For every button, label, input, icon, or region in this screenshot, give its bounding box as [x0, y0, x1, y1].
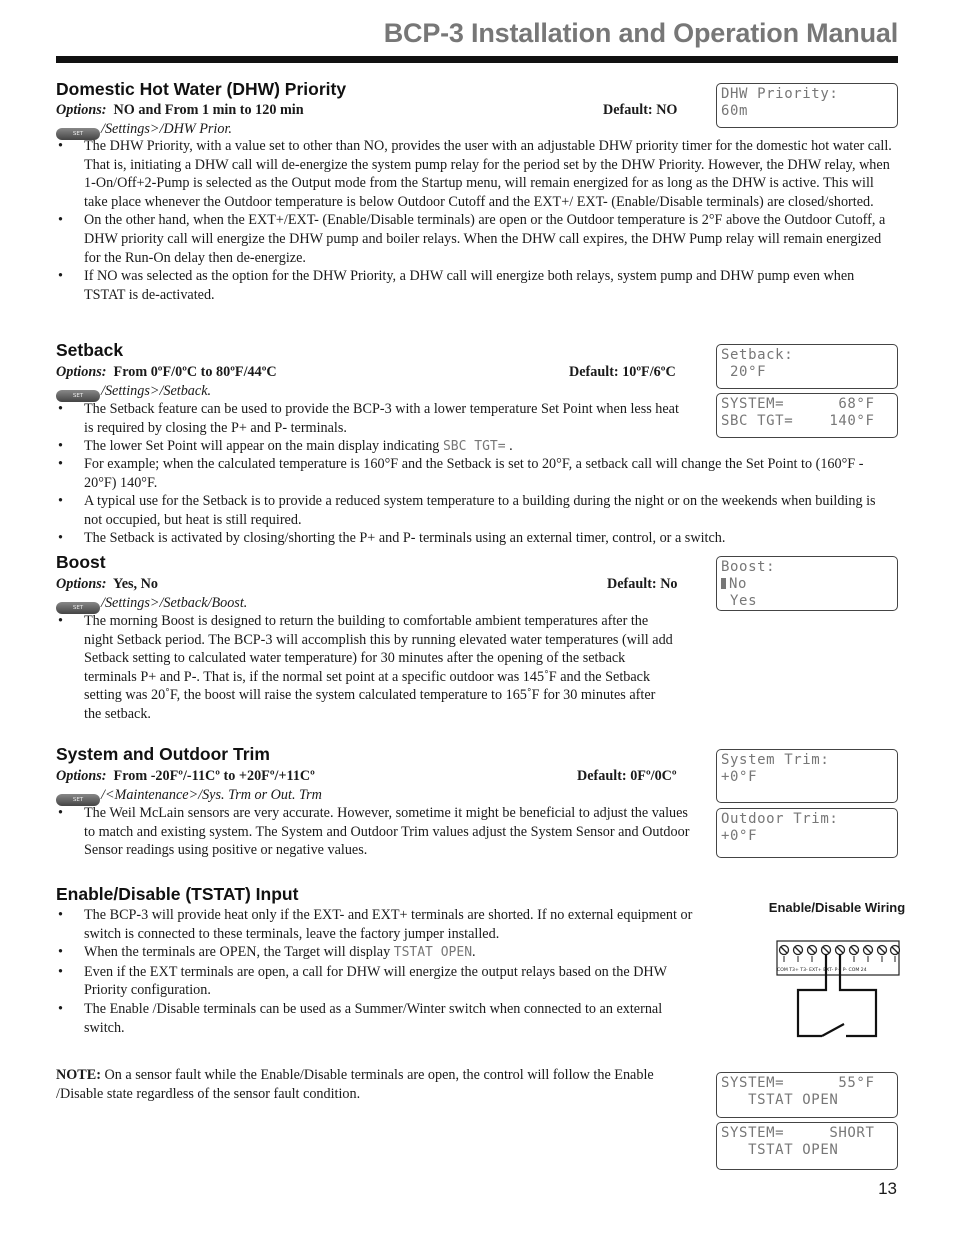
lcd-line: SYSTEM= 68°F: [721, 396, 875, 412]
lcd-line: SYSTEM= SHORT: [721, 1125, 875, 1141]
options-label: Options:: [56, 768, 107, 784]
dhw-heading: Domestic Hot Water (DHW) Priority: [56, 79, 347, 99]
document-title: BCP-3 Installation and Operation Manual: [383, 18, 898, 48]
note-label: NOTE:: [56, 1067, 101, 1083]
list-item: • Even if the EXT terminals are open, a call for DHW will energize the output relays based on the DHW Priority configuration.: [56, 963, 696, 1000]
menu-path-text: /Settings>/DHW Prior.: [101, 121, 232, 137]
boost-heading: Boost: [56, 552, 106, 572]
dhw-options: [56, 101, 304, 120]
inline-display-code: SBC TGT=: [442, 439, 506, 455]
list-item: • The BCP-3 will provide heat only if the EXT- and EXT+ terminals are shorted. If no external equipment or switch is connected to these terminals, leave the factory jumper installed.: [56, 906, 696, 943]
lcd-line: 20°F: [721, 364, 767, 380]
set-key-icon: SET: [56, 602, 100, 614]
boost-menu-path: [56, 594, 247, 614]
setback-default: Default: 10ºF/6ºC: [569, 364, 676, 380]
trim-menu-path: [56, 786, 322, 806]
list-item: • The DHW Priority, with a value set to other than NO, provides the user with an adjustable DHW priority timer for the domestic hot water call. That is, initiating a DHW call will de-energize the system pump relay for the period set by the DHW Priority. However, the DHW relay, when 1-On/Off+2-Pump is selected as the Output mode from the Startup menu, will remain energized for as long as the DHW is active. This will take place whenever the Outdoor temperature is below Outdoor Cutoff and the EXT+/ EXT- (Enable/Disable terminals) are closed/shorted.: [56, 137, 896, 211]
menu-path-text: /<Maintenance>/Sys. Trm or Out. Trm: [101, 787, 322, 803]
lcd-line: DHW Priority:: [721, 86, 839, 102]
tstat-bullet-list: [56, 906, 696, 1037]
tstat-heading: Enable/Disable (TSTAT) Input: [56, 884, 299, 904]
terminal-labels: COM T3+ T3- EXT+ EXT- P+ P- COM 24: [777, 968, 867, 973]
lcd-system-trim: [716, 749, 898, 803]
note-text: On a sensor fault while the Enable/Disable terminals are open, the control will follow the Enable /Disable state regardless of the sensor fault condition.: [56, 1067, 654, 1102]
options-value: NO and From 1 min to 120 min: [113, 102, 304, 118]
lcd-line: Boost:: [721, 559, 776, 575]
lcd-line: 60m: [721, 103, 749, 119]
menu-path-text: /Settings>/Setback/Boost.: [101, 595, 248, 611]
trim-default: Default: 0Fº/0Cº: [577, 768, 677, 784]
lcd-line: Outdoor Trim:: [721, 811, 839, 827]
lcd-line: System Trim:: [721, 752, 830, 768]
setback-bullet-list-b: [56, 455, 896, 548]
setback-options: [56, 363, 277, 382]
options-label: Options:: [56, 364, 107, 380]
selection-cursor-icon: [721, 578, 726, 589]
lcd-tstat-open: [716, 1072, 898, 1118]
list-item: • For example; when the calculated temperature is 160°F and the Setback is set to 20°F, a setback call will change the Set Point to (160°F - 20°F) 140°F.: [56, 455, 896, 492]
dhw-bullet-list: [56, 137, 896, 304]
lcd-line: SBC TGT= 140°F: [721, 413, 875, 429]
lcd-line: +0°F: [721, 828, 758, 844]
lcd-line: Setback:: [721, 347, 794, 363]
lcd-line: Yes: [721, 593, 758, 609]
options-label: Options:: [56, 576, 107, 592]
setback-menu-path: [56, 382, 211, 402]
setback-bullet-list-a: [56, 400, 686, 457]
list-item-text: When the terminals are OPEN, the Target will display: [84, 944, 391, 961]
list-item: • When the terminals are OPEN, the Target will display TSTAT OPEN.: [56, 943, 696, 963]
list-item: • The morning Boost is designed to return the building to comfortable ambient temperatures after the night Setback period. The BCP-3 will accomplish this by running elevated water temperatures (will add Setback setting to calculated water temperature) for 30 minutes after the opening of the setback terminals P+ and P-. That is, if the normal set point at a specific outdoor was 145˚F and the Setback setting was 20˚F, the boost will raise the system calculated temperature to 165˚F for 30 minutes after the setback.: [56, 612, 676, 724]
sensor-fault-note: [56, 1066, 696, 1103]
lcd-dhw-priority: [716, 83, 898, 128]
lcd-boost: [716, 556, 898, 611]
wiring-title: Enable/Disable Wiring: [768, 900, 906, 915]
lcd-line: TSTAT OPEN: [721, 1092, 839, 1108]
set-key-icon: SET: [56, 390, 100, 402]
lcd-line: SYSTEM= 55°F: [721, 1075, 875, 1091]
switch-wiring: [798, 954, 876, 1036]
trim-options: [56, 767, 315, 786]
page-number: 13: [878, 1179, 897, 1198]
lcd-setback: [716, 344, 898, 389]
list-item: • The lower Set Point will appear on the main display indicating SBC TGT= .: [56, 437, 686, 457]
trim-heading: System and Outdoor Trim: [56, 744, 270, 764]
set-key-icon: SET: [56, 794, 100, 806]
inline-display-code: TSTAT OPEN: [393, 945, 473, 961]
boost-options: [56, 575, 158, 594]
set-key-icon: SET: [56, 128, 100, 140]
lcd-line: No: [721, 576, 893, 593]
options-label: Options:: [56, 102, 107, 118]
title-rule: [56, 56, 898, 63]
options-value: From -20Fº/-11Cº to +20Fº/+11Cº: [113, 768, 315, 784]
boost-bullet-list: [56, 612, 676, 724]
list-item: • If NO was selected as the option for the DHW Priority, a DHW call will energize both relays, system pump and DHW pump even when TSTAT is de-activated.: [56, 267, 896, 304]
list-item: • A typical use for the Setback is to provide a reduced system temperature to a building during the night or on the weekends when building is not occupied, but heat is still required.: [56, 492, 896, 529]
list-item: • The Weil McLain sensors are very accurate. However, sometime it might be beneficial to adjust the values to match and existing system. The System and Outdoor Trim values adjust the System Sensor and Outdoor Sensor readings using positive or negative values.: [56, 804, 696, 860]
list-item: • The Setback feature can be used to provide the BCP-3 with a lower temperature Set Point when less heat is required by closing the P+ and P- terminals.: [56, 400, 686, 437]
lcd-line: TSTAT OPEN: [721, 1142, 839, 1158]
boost-default: Default: No: [607, 576, 678, 592]
wiring-diagram: [776, 940, 900, 1040]
trim-bullet-list: [56, 804, 696, 860]
list-item: • The Enable /Disable terminals can be used as a Summer/Winter switch when connected to an external switch.: [56, 1000, 696, 1037]
dhw-default: Default: NO: [603, 102, 678, 118]
setback-heading: Setback: [56, 340, 124, 360]
list-item-text: The lower Set Point will appear on the main display indicating: [84, 438, 440, 455]
list-item: • The Setback is activated by closing/shorting the P+ and P- terminals using an external timer, control, or a switch.: [56, 529, 896, 548]
lcd-line: +0°F: [721, 769, 758, 785]
options-value: Yes, No: [113, 576, 158, 592]
list-item: • On the other hand, when the EXT+/EXT- (Enable/Disable terminals) are open or the Outdoor temperature is 2°F above the Outdoor Cutoff, a DHW priority call will energize the DHW pump and boiler relays. When the DHW call expires, the DHW Pump relay will remain energized for the Run-On delay then de-energize.: [56, 211, 896, 267]
lcd-tstat-short: [716, 1122, 898, 1170]
menu-path-text: /Settings>/Setback.: [101, 383, 212, 399]
options-value: From 0ºF/0ºC to 80ºF/44ºC: [113, 364, 277, 380]
lcd-outdoor-trim: [716, 808, 898, 858]
lcd-setback-system: [716, 393, 898, 438]
